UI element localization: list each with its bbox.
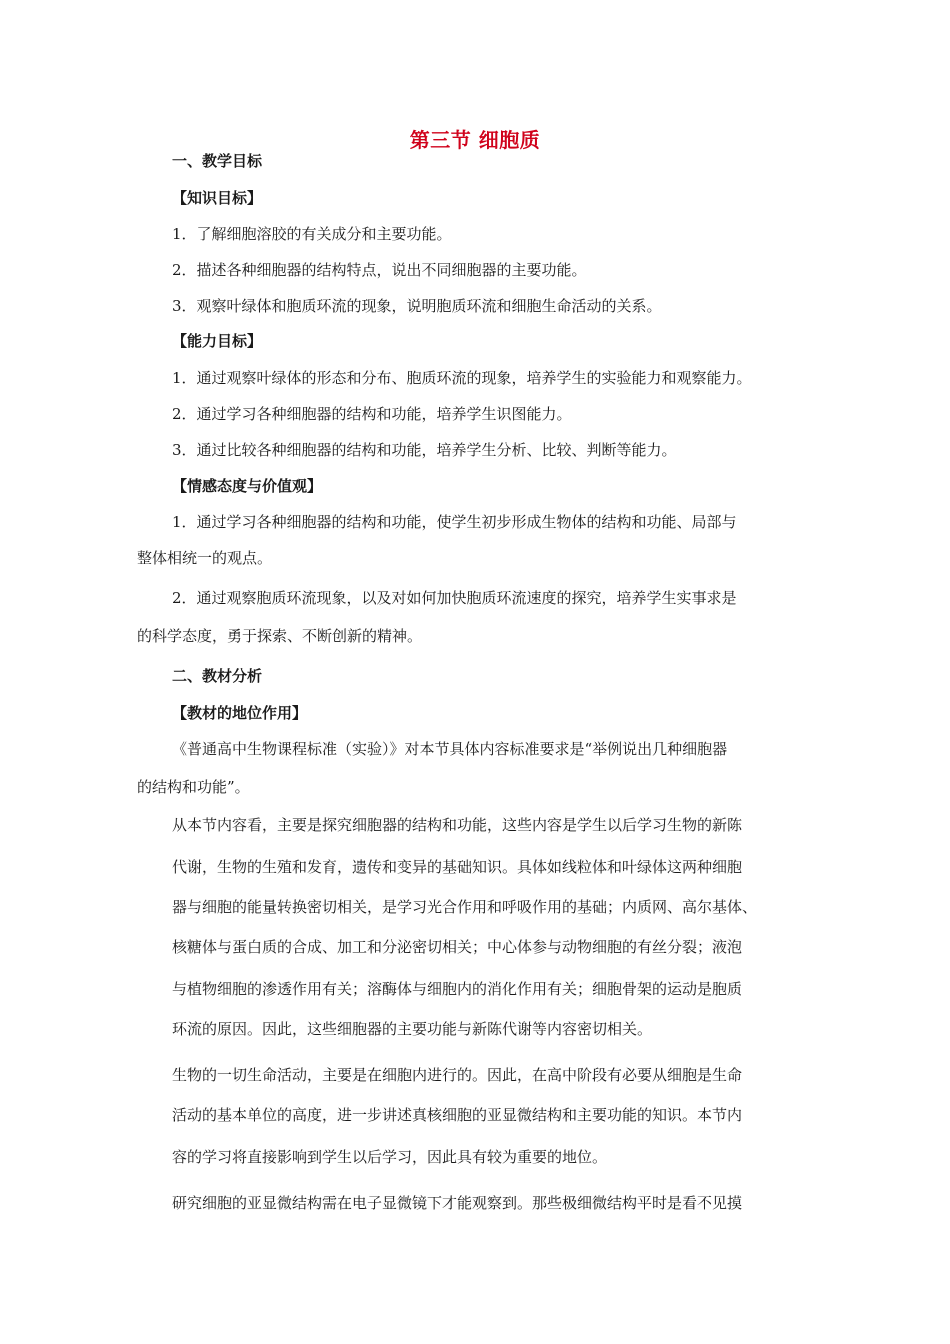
emotion-item-1-line-2: 整体相统一的观点。 xyxy=(137,549,273,567)
ability-item-3: 3．通过比较各种细胞器的结构和功能，培养学生分析、比较、判断等能力。 xyxy=(172,441,677,459)
ability-item-1: 1．通过观察叶绿体的形态和分布、胞质环流的现象，培养学生的实验能力和观察能力。 xyxy=(172,369,752,387)
emotion-item-2-line-1: 2．通过观察胞质环流现象，以及对如何加快胞质环流速度的探究，培养学生实事求是 xyxy=(172,589,737,607)
subheading-knowledge-goals: 【知识目标】 xyxy=(172,189,263,207)
subheading-emotion-values: 【情感态度与价值观】 xyxy=(172,477,323,495)
subheading-material-role: 【教材的地位作用】 xyxy=(172,704,308,722)
ability-item-2: 2．通过学习各种细胞器的结构和功能，培养学生识图能力。 xyxy=(172,405,572,423)
role-paragraph-2-line-5: 与植物细胞的渗透作用有关；溶酶体与细胞内的消化作用有关；细胞骨架的运动是胞质 xyxy=(172,980,743,998)
section-heading-material-analysis: 二、教材分析 xyxy=(172,667,263,685)
role-paragraph-2-line-1: 从本节内容看，主要是探究细胞器的结构和功能，这些内容是学生以后学习生物的新陈 xyxy=(172,816,743,834)
role-paragraph-3-line-1: 生物的一切生命活动，主要是在细胞内进行的。因此，在高中阶段有必要从细胞是生命 xyxy=(172,1066,743,1084)
emotion-item-1-line-1: 1．通过学习各种细胞器的结构和功能，使学生初步形成生物体的结构和功能、局部与 xyxy=(172,513,737,531)
knowledge-item-2: 2．描述各种细胞器的结构特点，说出不同细胞器的主要功能。 xyxy=(172,261,587,279)
role-paragraph-2-line-4: 核糖体与蛋白质的合成、加工和分泌密切相关；中心体参与动物细胞的有丝分裂；液泡 xyxy=(172,938,743,956)
role-paragraph-4-line-1: 研究细胞的亚显微结构需在电子显微镜下才能观察到。那些极细微结构平时是看不见摸 xyxy=(172,1194,743,1212)
subheading-ability-goals: 【能力目标】 xyxy=(172,332,263,350)
role-paragraph-1-line-2: 的结构和功能”。 xyxy=(137,778,250,796)
role-paragraph-3-line-2: 活动的基本单位的高度，进一步讲述真核细胞的亚显微结构和主要功能的知识。本节内 xyxy=(172,1106,743,1124)
role-paragraph-3-line-3: 容的学习将直接影响到学生以后学习，因此具有较为重要的地位。 xyxy=(172,1148,608,1166)
role-paragraph-1-line-1: 《普通高中生物课程标准（实验）》对本节具体内容标准要求是“举例说出几种细胞器 xyxy=(172,740,728,758)
knowledge-item-1: 1．了解细胞溶胶的有关成分和主要功能。 xyxy=(172,225,452,243)
role-paragraph-2-line-2: 代谢，生物的生殖和发育，遗传和变异的基础知识。具体如线粒体和叶绿体这两种细胞 xyxy=(172,858,743,876)
page-title: 第三节 细胞质 xyxy=(409,128,541,152)
role-paragraph-2-line-6: 环流的原因。因此，这些细胞器的主要功能与新陈代谢等内容密切相关。 xyxy=(172,1020,653,1038)
role-paragraph-2-line-3: 器与细胞的能量转换密切相关，是学习光合作用和呼吸作用的基础；内质网、高尔基体、 xyxy=(172,898,758,916)
section-heading-teaching-goals: 一、教学目标 xyxy=(172,152,263,170)
knowledge-item-3: 3．观察叶绿体和胞质环流的现象，说明胞质环流和细胞生命活动的关系。 xyxy=(172,297,662,315)
emotion-item-2-line-2: 的科学态度，勇于探索、不断创新的精神。 xyxy=(137,627,423,645)
